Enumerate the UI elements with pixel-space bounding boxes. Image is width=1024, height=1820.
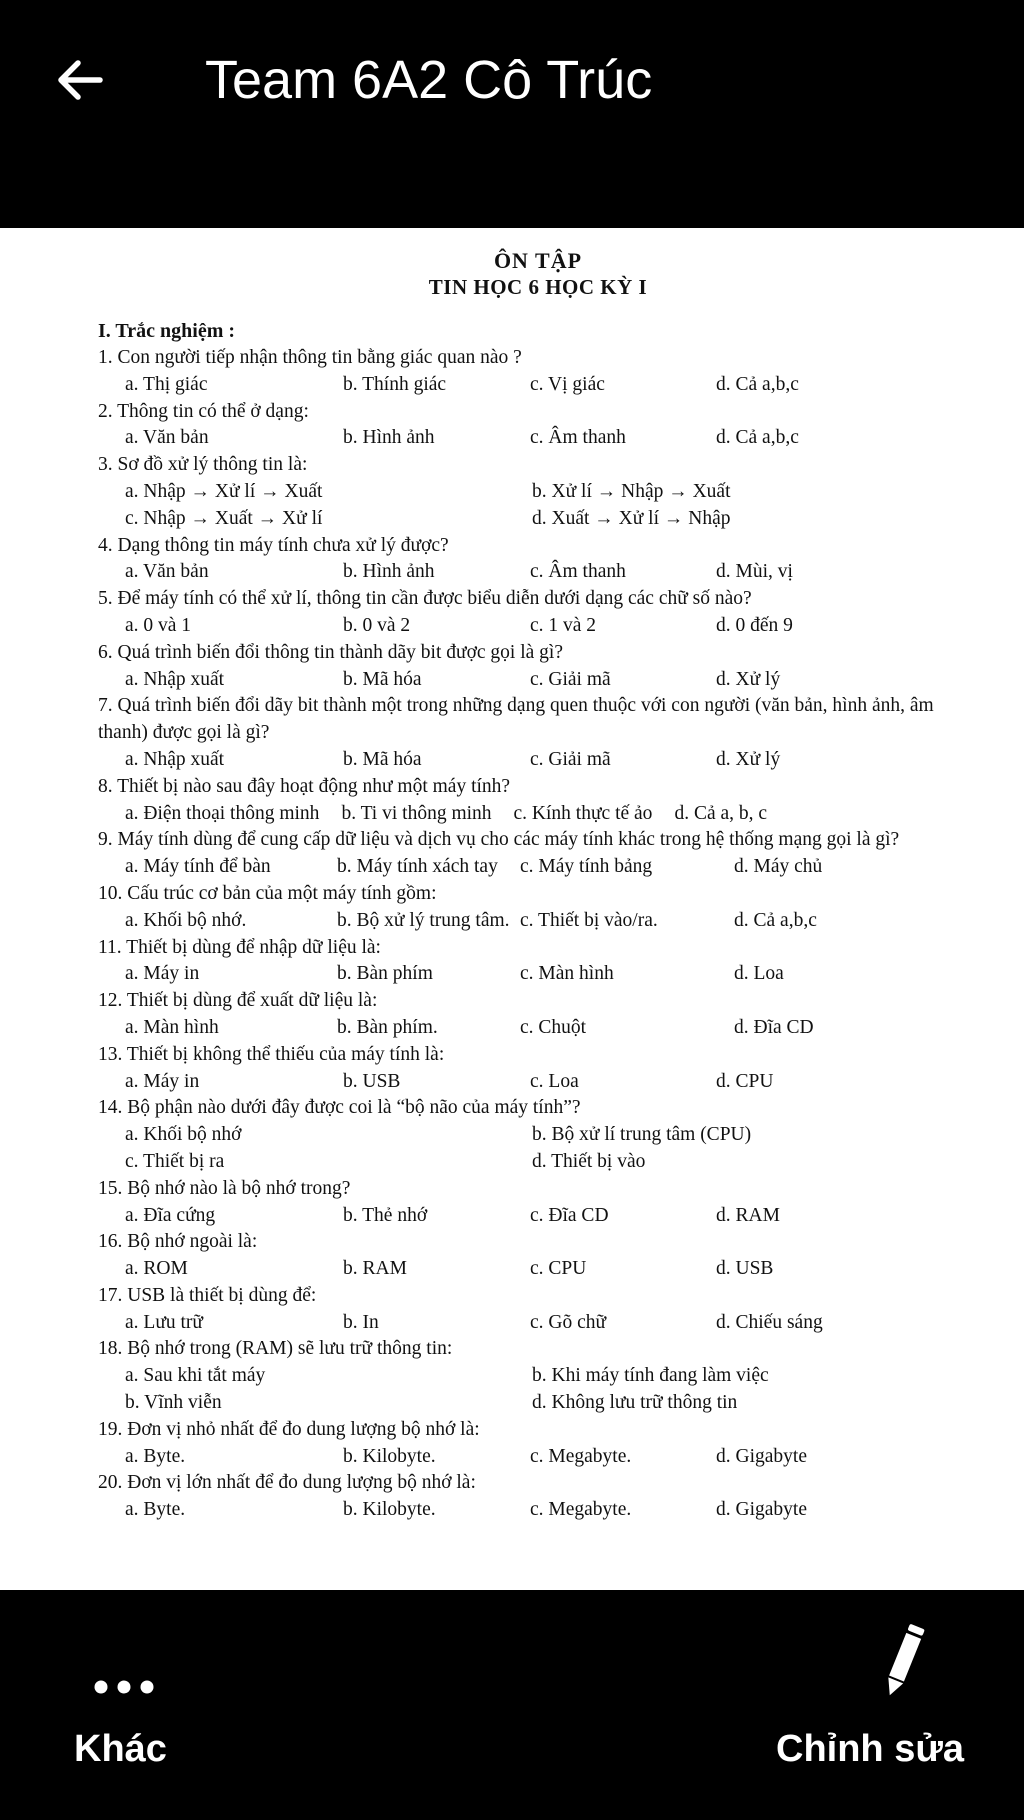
answer-option: a. Khối bộ nhớ	[125, 1124, 242, 1146]
answer-option: d. CPU	[716, 1070, 774, 1092]
answer-options	[98, 1256, 978, 1283]
question-text: 3. Sơ đồ xử lý thông tin là:	[98, 454, 308, 476]
answer-option: d. Đĩa CD	[734, 1016, 814, 1038]
top-app-bar	[0, 0, 1024, 228]
answer-option: a. Đĩa cứng	[125, 1204, 216, 1226]
answer-option: b. USB	[343, 1070, 401, 1092]
question-text: 9. Máy tính dùng để cung cấp dữ liệu và dịch vụ cho các máy tính khác trong hệ thống mạng gọi là gì?	[98, 829, 900, 851]
more-label: Khác	[74, 1728, 167, 1770]
answer-options	[98, 559, 978, 586]
question-item	[98, 1470, 978, 1524]
answer-options	[98, 1069, 978, 1096]
answer-option: a. Lưu trữ	[125, 1311, 203, 1333]
answer-option: d. USB	[716, 1258, 774, 1280]
edit-label: Chỉnh sửa	[776, 1728, 964, 1770]
answer-options	[98, 1497, 978, 1524]
answer-options	[98, 372, 978, 399]
question-text: 13. Thiết bị không thể thiếu của máy tính là:	[98, 1043, 445, 1065]
answer-option: d. Cả a,b,c	[716, 373, 799, 395]
answer-option: b. Hình ảnh	[343, 427, 435, 449]
answer-option: b. Thính giác	[343, 373, 447, 395]
question-text: 10. Cấu trúc cơ bản của một máy tính gồm:	[98, 882, 437, 904]
answer-option: a. Nhập → Xử lí → Xuất	[125, 480, 323, 502]
answer-option: d. Gigabyte	[716, 1445, 807, 1467]
answer-option: a. Điện thoại thông minh	[125, 802, 320, 824]
question-text: 7. Quá trình biến đổi dãy bit thành một trong những dạng quen thuộc với con người (văn bản, hình ảnh, âm thanh) được gọi là gì?	[98, 695, 934, 744]
answer-option: c. Giải mã	[530, 668, 611, 690]
answer-option: a. Nhập xuất	[125, 668, 225, 690]
answer-option: a. Sau khi tắt máy	[125, 1365, 266, 1387]
answer-option: a. Byte.	[125, 1445, 186, 1467]
answer-options	[98, 613, 978, 640]
question-text: 1. Con người tiếp nhận thông tin bằng giác quan nào ?	[98, 347, 522, 368]
question-list	[98, 345, 978, 1524]
answer-option: c. Thiết bị ra	[125, 1150, 225, 1172]
answer-option: d. Cả a, b, c	[674, 802, 768, 824]
answer-option: a. Văn bản	[125, 427, 209, 449]
answer-option: c. Megabyte.	[530, 1499, 632, 1521]
section-title: I. Trắc nghiệm :	[98, 320, 236, 342]
question-text: 6. Quá trình biến đổi thông tin thành dãy bit được gọi là gì?	[98, 641, 563, 663]
arrow-left-icon	[52, 52, 108, 108]
answer-option: b. In	[343, 1311, 379, 1333]
question-item	[98, 586, 978, 640]
answer-option: c. 1 và 2	[530, 614, 597, 636]
question-text: 15. Bộ nhớ nào là bộ nhớ trong?	[98, 1177, 351, 1199]
answer-options	[98, 747, 978, 774]
answer-options	[98, 908, 978, 935]
question-item	[98, 640, 978, 694]
question-text: 20. Đơn vị lớn nhất để đo dung lượng bộ nhớ là:	[98, 1472, 476, 1494]
answer-option: a. ROM	[125, 1258, 188, 1280]
question-item	[98, 827, 978, 881]
answer-option: b. Hình ảnh	[343, 561, 435, 583]
page-title: Team 6A2 Cô Trúc	[205, 50, 653, 110]
answer-options	[98, 1310, 978, 1337]
answer-option: a. 0 và 1	[125, 614, 192, 636]
answer-options	[98, 801, 978, 828]
answer-options	[98, 1390, 978, 1417]
answer-option: b. Kilobyte.	[343, 1445, 436, 1467]
answer-options	[98, 961, 978, 988]
answer-options	[98, 854, 978, 881]
answer-option: d. 0 đến 9	[716, 614, 793, 636]
answer-option: b. Bàn phím.	[337, 1016, 438, 1038]
question-text: 12. Thiết bị dùng để xuất dữ liệu là:	[98, 990, 378, 1012]
more-button[interactable]	[60, 1630, 170, 1780]
answer-option: b. Thẻ nhớ	[343, 1204, 428, 1226]
more-horizontal-icon	[94, 1680, 154, 1694]
answer-options	[98, 1122, 978, 1149]
document-heading: ÔN TẬP	[493, 248, 583, 273]
edit-button[interactable]	[760, 1620, 990, 1785]
question-text: 8. Thiết bị nào sau đây hoạt động như một máy tính?	[98, 775, 511, 797]
answer-option: d. Mùi, vị	[716, 561, 793, 583]
answer-option: a. Màn hình	[125, 1016, 219, 1038]
answer-option: c. Giải mã	[530, 748, 611, 770]
answer-options	[98, 667, 978, 694]
question-item	[98, 1336, 978, 1416]
answer-option: c. Thiết bị vào/ra.	[520, 909, 658, 931]
question-text: 16. Bộ nhớ ngoài là:	[98, 1231, 258, 1253]
answer-option: a. Nhập xuất	[125, 748, 225, 770]
answer-option: d. RAM	[716, 1204, 780, 1226]
question-item	[98, 1095, 978, 1175]
answer-option: d. Thiết bị vào	[532, 1150, 646, 1172]
answer-option: b. Bộ xử lý trung tâm.	[337, 909, 510, 931]
answer-option: b. Kilobyte.	[343, 1499, 436, 1521]
question-item	[98, 452, 978, 532]
answer-option: c. Màn hình	[520, 963, 614, 985]
question-item	[98, 1042, 978, 1096]
answer-option: d. Chiếu sáng	[716, 1311, 823, 1333]
answer-option: c. Vị giác	[530, 373, 605, 395]
question-text: 2. Thông tin có thể ở dạng:	[98, 400, 309, 422]
answer-option: a. Byte.	[125, 1499, 186, 1521]
pencil-icon	[878, 1620, 930, 1700]
answer-option: c. Máy tính bảng	[520, 856, 653, 878]
answer-options	[98, 1444, 978, 1471]
question-item	[98, 774, 978, 828]
answer-option: a. Máy in	[125, 963, 200, 985]
question-item	[98, 1176, 978, 1230]
answer-option: b. Vĩnh viễn	[125, 1392, 222, 1414]
answer-option: a. Khối bộ nhớ.	[125, 909, 247, 931]
answer-option: a. Máy in	[125, 1070, 200, 1092]
answer-options	[98, 1363, 978, 1390]
answer-option: c. Nhập → Xuất → Xử lí	[125, 507, 323, 529]
answer-option: d. Xuất → Xử lí → Nhập	[532, 507, 731, 529]
answer-option: d. Cả a,b,c	[716, 427, 799, 449]
question-item	[98, 1283, 978, 1337]
answer-option: c. Chuột	[520, 1016, 587, 1038]
bottom-action-bar	[0, 1590, 1024, 1820]
answer-option: b. Bàn phím	[337, 963, 433, 985]
answer-options	[98, 479, 978, 506]
answer-option: b. Bộ xử lí trung tâm (CPU)	[532, 1124, 752, 1146]
question-item	[98, 345, 978, 399]
answer-option: b. Xử lí → Nhập → Xuất	[532, 480, 731, 502]
question-item	[98, 693, 978, 773]
question-item	[98, 1229, 978, 1283]
question-text: 5. Để máy tính có thể xử lí, thông tin cần được biểu diễn dưới dạng các chữ số nào?	[98, 588, 752, 610]
answer-option: a. Thị giác	[125, 373, 208, 395]
answer-option: c. Đĩa CD	[530, 1204, 609, 1226]
answer-option: d. Xử lý	[716, 748, 781, 770]
answer-option: c. Gõ chữ	[530, 1311, 607, 1333]
question-item	[98, 935, 978, 989]
question-text: 18. Bộ nhớ trong (RAM) sẽ lưu trữ thông tin:	[98, 1338, 453, 1360]
answer-option: c. CPU	[530, 1258, 587, 1280]
answer-option: c. Megabyte.	[530, 1445, 632, 1467]
question-item	[98, 399, 978, 453]
answer-option: d. Loa	[734, 963, 784, 985]
question-text: 19. Đơn vị nhỏ nhất để đo dung lượng bộ nhớ là:	[98, 1418, 480, 1440]
answer-option: c. Âm thanh	[530, 561, 626, 583]
question-item	[98, 988, 978, 1042]
answer-option: d. Cả a,b,c	[734, 909, 817, 931]
answer-options	[98, 1149, 978, 1176]
answer-options	[98, 506, 978, 533]
question-text: 14. Bộ phận nào dưới đây được coi là “bộ não của máy tính”?	[98, 1097, 581, 1119]
answer-option: d. Máy chủ	[734, 856, 823, 878]
document-content	[98, 238, 978, 1524]
answer-options	[98, 425, 978, 452]
document-image	[0, 228, 1024, 1590]
question-text: 17. USB là thiết bị dùng để:	[98, 1284, 317, 1306]
question-item	[98, 1417, 978, 1471]
answer-option: a. Máy tính để bàn	[125, 856, 271, 878]
document-subheading: TIN HỌC 6 HỌC KỲ I	[428, 275, 648, 299]
answer-option: d. Không lưu trữ thông tin	[532, 1392, 738, 1414]
answer-option: a. Văn bản	[125, 561, 209, 583]
question-item	[98, 533, 978, 587]
question-item	[98, 881, 978, 935]
answer-option: b. Mã hóa	[343, 668, 422, 690]
answer-option: b. 0 và 2	[343, 614, 411, 636]
question-text: 11. Thiết bị dùng để nhập dữ liệu là:	[98, 936, 381, 958]
answer-option: d. Gigabyte	[716, 1499, 807, 1521]
answer-option: b. Máy tính xách tay	[337, 856, 498, 878]
question-text: 4. Dạng thông tin máy tính chưa xử lý được?	[98, 534, 449, 556]
answer-options	[98, 1203, 978, 1230]
answer-options	[98, 1015, 978, 1042]
back-button[interactable]	[52, 52, 108, 108]
answer-option: c. Loa	[530, 1070, 579, 1092]
answer-option: b. Khi máy tính đang làm việc	[532, 1365, 769, 1387]
answer-option: c. Kính thực tế ảo	[513, 802, 653, 824]
answer-option: b. Mã hóa	[343, 748, 422, 770]
answer-option: c. Âm thanh	[530, 427, 626, 449]
answer-option: d. Xử lý	[716, 668, 781, 690]
answer-option: b. Ti vi thông minh	[341, 802, 492, 824]
answer-option: b. RAM	[343, 1258, 407, 1280]
